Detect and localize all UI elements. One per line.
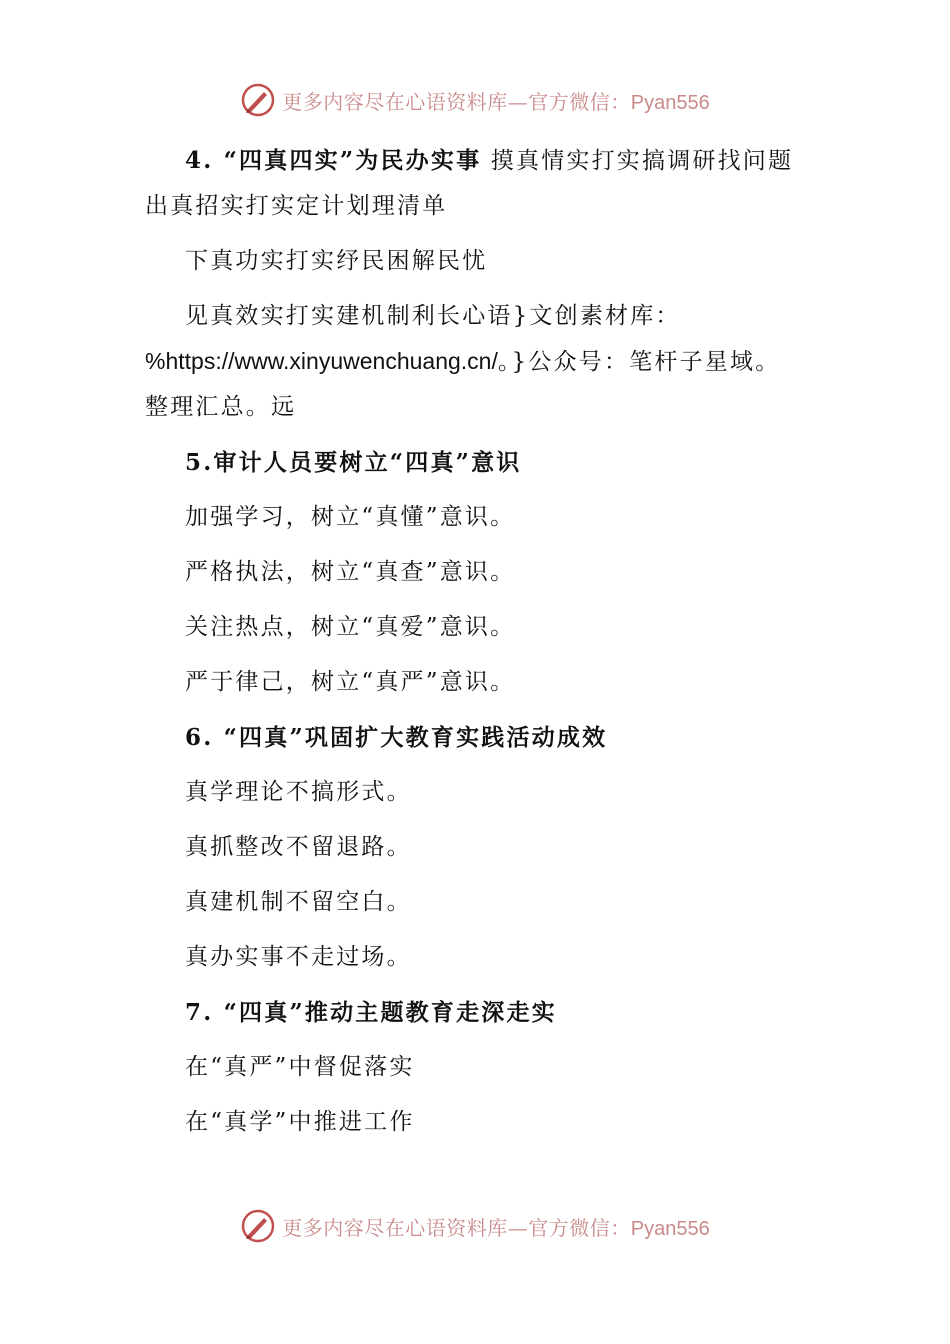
list-item: 真建机制不留空白。 bbox=[185, 889, 412, 915]
section-heading-5: 5.审计人员要树立“四真”意识 bbox=[185, 449, 522, 476]
header-watermark-text: 更多内容尽在心语资料库—官方微信：Pyan556 bbox=[282, 89, 710, 114]
paragraph-line: 下真功实打实纾民困解民忧 bbox=[185, 248, 488, 274]
document-body bbox=[145, 138, 795, 1145]
footer-watermark bbox=[0, 1208, 950, 1244]
list-item: 加强学习，树立“真懂”意识。 bbox=[185, 504, 516, 530]
list-item: 在“真学”中推进工作 bbox=[185, 1109, 415, 1135]
list-item: 在“真严”中督促落实 bbox=[185, 1054, 415, 1080]
pen-logo-icon bbox=[240, 1208, 276, 1244]
list-item: 真抓整改不留退路。 bbox=[185, 834, 412, 860]
pen-logo-icon bbox=[240, 82, 276, 118]
list-item: 真办实事不走过场。 bbox=[185, 944, 412, 970]
footer-watermark-text: 更多内容尽在心语资料库—官方微信：Pyan556 bbox=[282, 1215, 710, 1240]
list-item: 严于律己，树立“真严”意识。 bbox=[185, 669, 516, 695]
list-item: 关注热点，树立“真爱”意识。 bbox=[185, 614, 516, 640]
header-watermark bbox=[0, 82, 950, 118]
list-item: 严格执法，树立“真查”意识。 bbox=[185, 559, 516, 585]
paragraph-item-4: 4. “四真四实”为民办实事 摸真情实打实搞调研找问题 出真招实打实定计划理清单 bbox=[145, 147, 794, 219]
paragraph-line: 见真效实打实建机制利长心语}文创素材库：%https://www.xinyuwenchuang.cn/。}公众号：笔杆子星域。整理汇总。远 bbox=[145, 303, 781, 420]
section-heading-6: 6. “四真”巩固扩大教育实践活动成效 bbox=[185, 724, 608, 751]
section-heading-7: 7. “四真”推动主题教育走深走实 bbox=[185, 999, 557, 1026]
list-item: 真学理论不搞形式。 bbox=[185, 779, 412, 805]
